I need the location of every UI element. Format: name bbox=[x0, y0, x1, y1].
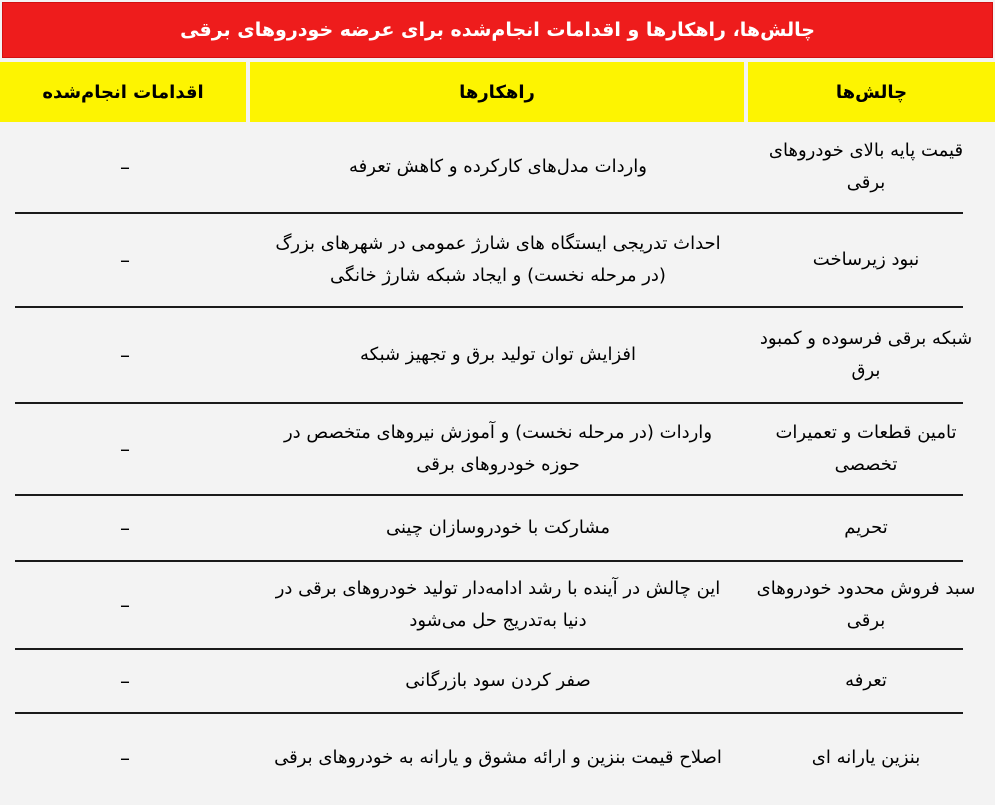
header-challenges: چالش‌ها bbox=[748, 62, 995, 122]
solution-cell: مشارکت با خودروسازان چینی bbox=[385, 517, 611, 538]
table-row bbox=[0, 308, 995, 402]
table-body bbox=[0, 122, 995, 805]
table-title: چالش‌ها، راهکارها و اقدامات انجام‌شده برای عرضه خودروهای برقی bbox=[180, 19, 815, 41]
action-cell: – bbox=[120, 248, 130, 272]
table-row bbox=[0, 404, 995, 494]
table-row bbox=[0, 122, 995, 212]
table-row bbox=[0, 714, 995, 802]
solution-cell: واردات مدل‌های کارکرده و کاهش تعرفه bbox=[349, 156, 647, 177]
challenge-cell: شبکه برقی فرسوده و کمبود برق bbox=[759, 328, 973, 381]
challenge-cell: تامین قطعات و تعمیرات تخصصی bbox=[775, 422, 957, 475]
header-actions: اقدامات انجام‌شده bbox=[0, 62, 246, 122]
table-row bbox=[0, 496, 995, 560]
challenge-cell: سبد فروش محدود خودروهای برقی bbox=[756, 578, 976, 631]
action-cell: – bbox=[120, 516, 130, 540]
solution-cell: احداث تدریجی ایستگاه های شارژ عمومی در شهرهای بزرگ (در مرحله نخست) و ایجاد شبکه شارژ خانگی bbox=[275, 233, 721, 286]
table-row bbox=[0, 214, 995, 306]
header-solutions: راهکارها bbox=[250, 62, 744, 122]
table-row bbox=[0, 562, 995, 648]
solution-cell: افزایش توان تولید برق و تجهیز شبکه bbox=[359, 344, 637, 365]
solution-cell: این چالش در آینده با رشد ادامه‌دار تولید خودروهای برقی در دنیا به‌تدریج حل می‌شود bbox=[275, 578, 721, 631]
challenge-cell: بنزین یارانه ای bbox=[811, 747, 921, 768]
challenge-cell: تعرفه bbox=[845, 670, 887, 691]
challenge-cell: تحریم bbox=[844, 517, 888, 538]
table-title-bar bbox=[2, 2, 993, 58]
solution-cell: اصلاح قیمت بنزین و ارائه مشوق و یارانه به خودروهای برقی bbox=[274, 747, 722, 768]
header-row bbox=[0, 62, 995, 122]
solution-cell: صفر کردن سود بازرگانی bbox=[405, 670, 591, 691]
challenge-cell: نبود زیرساخت bbox=[812, 249, 920, 270]
table-row bbox=[0, 650, 995, 712]
action-cell: – bbox=[120, 343, 130, 367]
action-cell: – bbox=[120, 746, 130, 770]
action-cell: – bbox=[120, 669, 130, 693]
solution-cell: واردات (در مرحله نخست) و آموزش نیروهای متخصص در حوزه خودروهای برقی bbox=[283, 422, 713, 475]
action-cell: – bbox=[120, 437, 130, 461]
challenge-cell: قیمت پایه بالای خودروهای برقی bbox=[768, 140, 964, 193]
action-cell: – bbox=[120, 155, 130, 179]
action-cell: – bbox=[120, 593, 130, 617]
